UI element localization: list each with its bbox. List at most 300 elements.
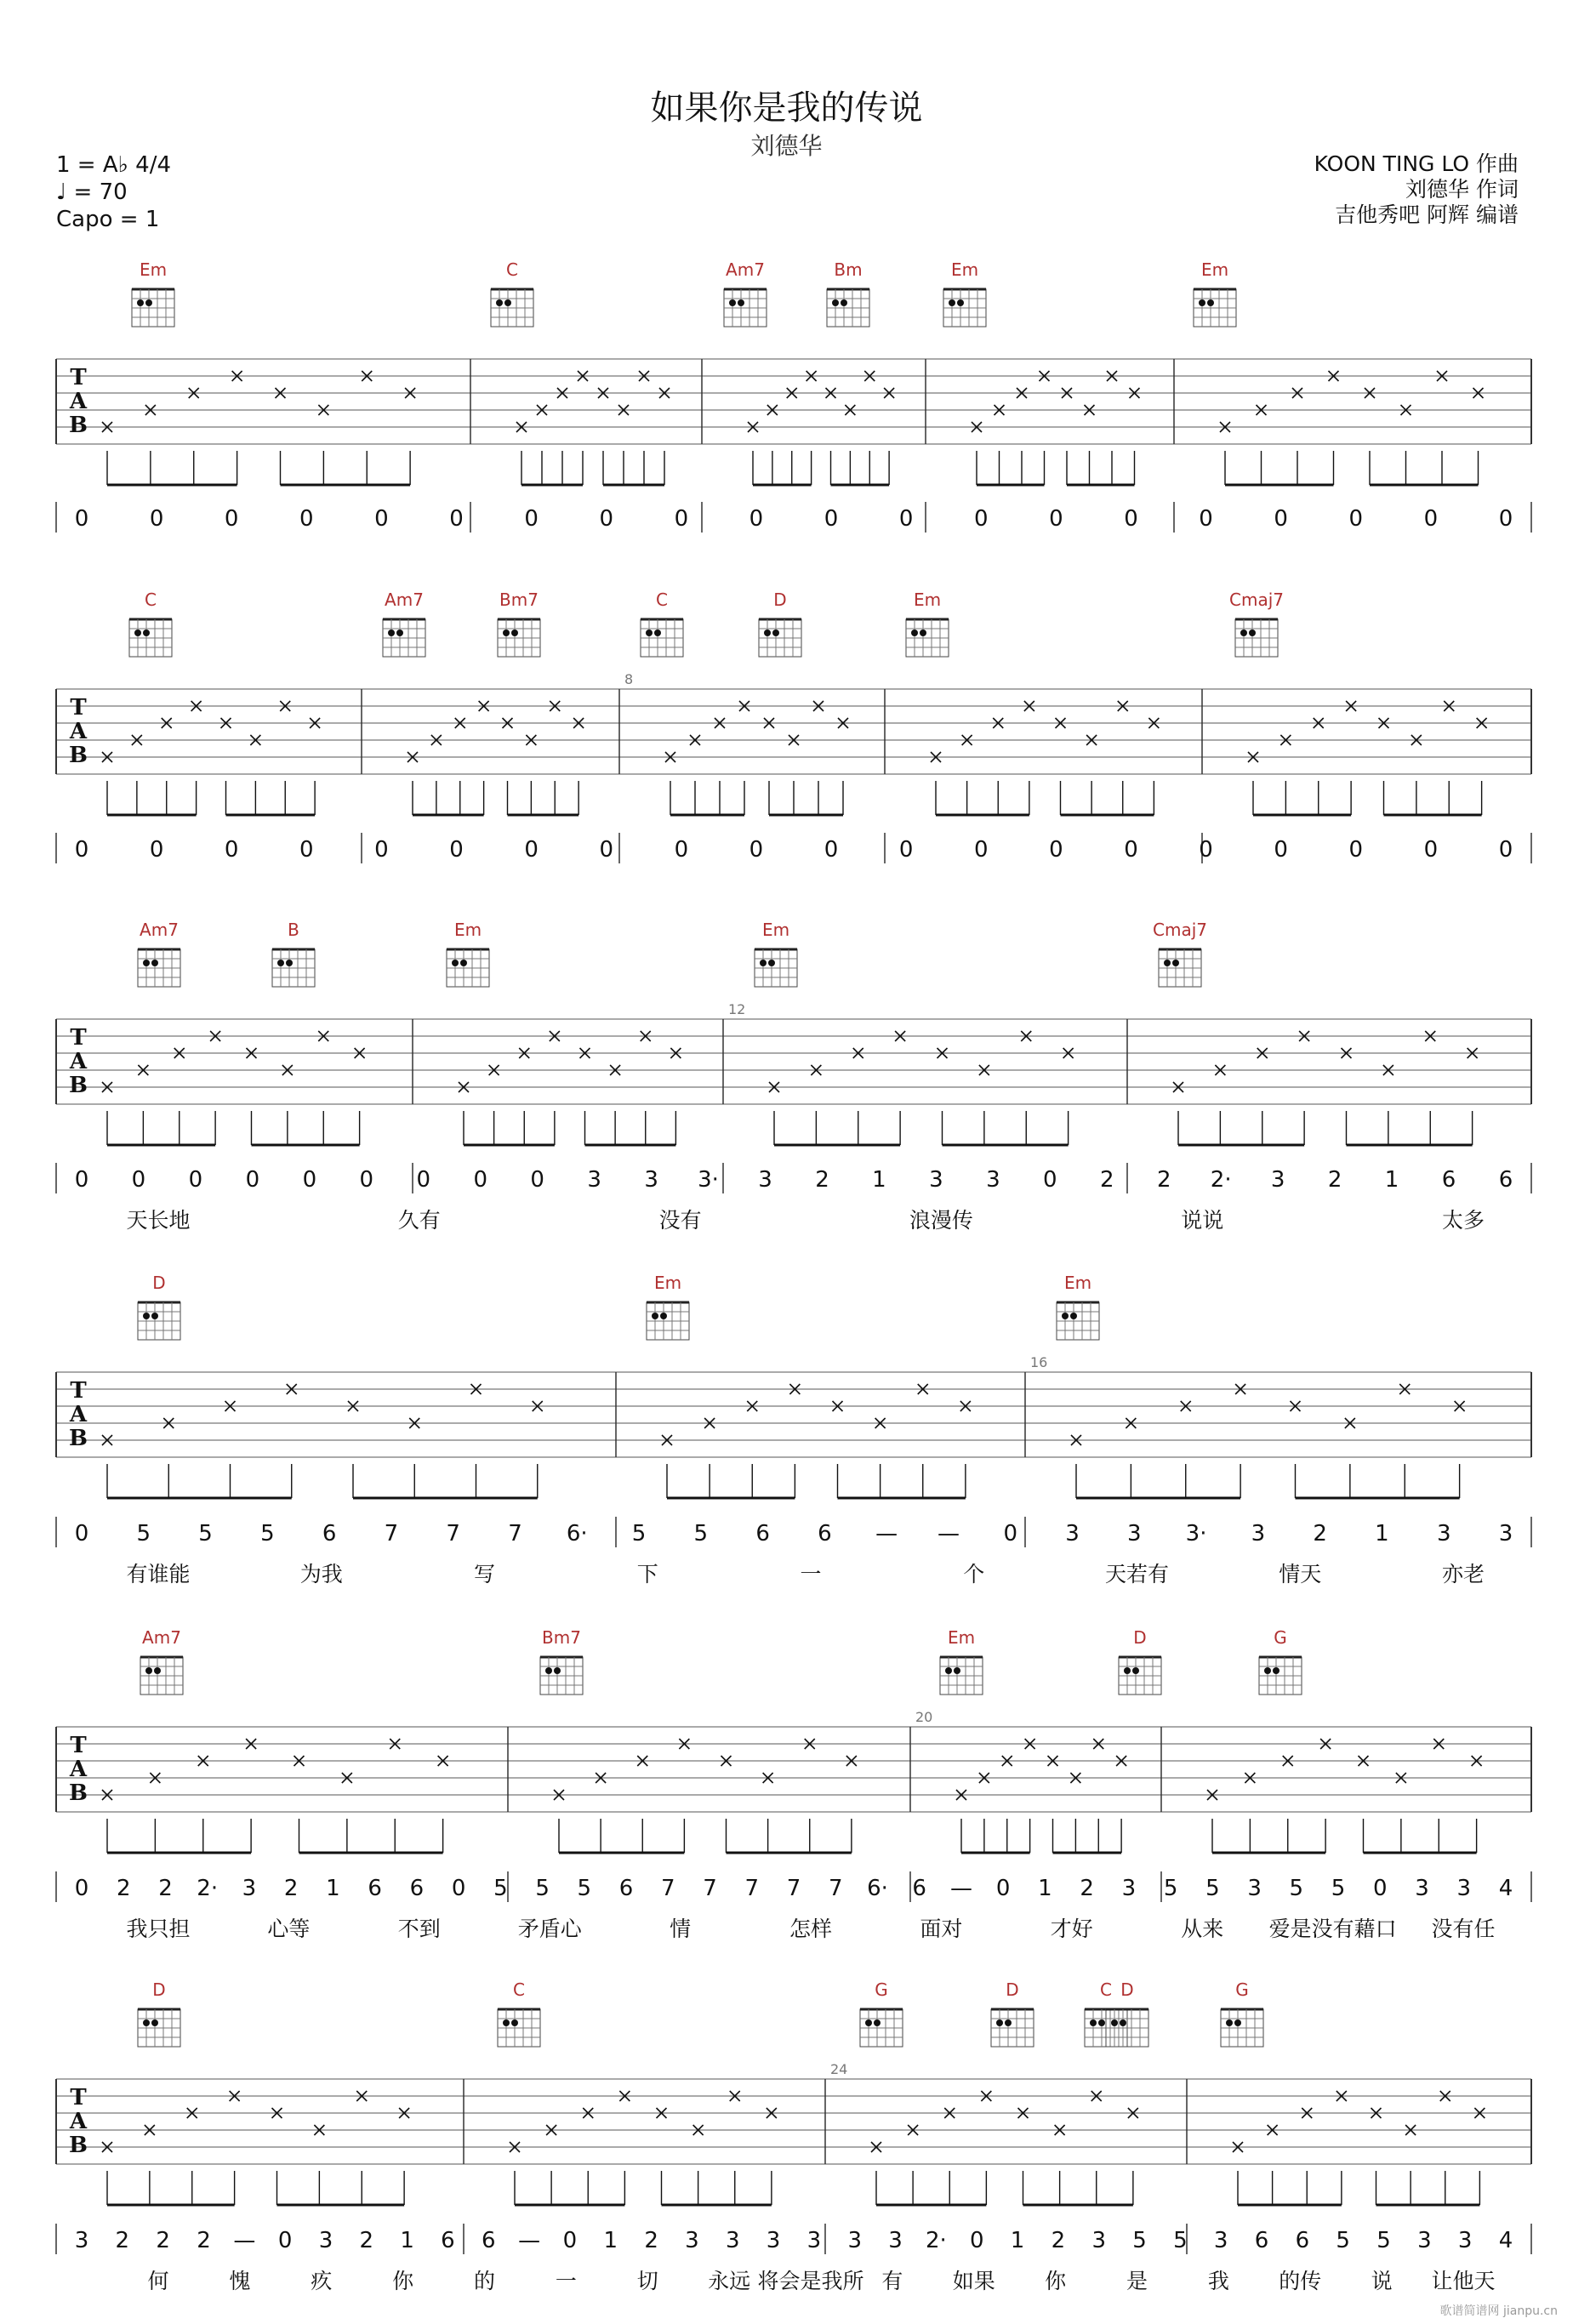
tab-note — [1148, 718, 1159, 815]
tab-clef-b: B — [69, 2133, 88, 2158]
chord-name: Em — [947, 1627, 976, 1648]
tab-note — [546, 2125, 556, 2205]
measure-number: 12 — [728, 1001, 746, 1017]
jianpu-line — [75, 1876, 1513, 1901]
jianpu-note: 0 — [74, 1521, 89, 1546]
chord-name: Am7 — [726, 259, 765, 280]
jianpu-note: 3 — [1127, 1521, 1142, 1546]
chord-dot — [151, 1313, 158, 1319]
tab-note — [789, 735, 799, 815]
tab-note — [1215, 1065, 1225, 1145]
tab-note — [280, 701, 290, 815]
tab-note — [1021, 1031, 1031, 1145]
lyric-text: 久有 — [397, 1208, 441, 1233]
lyric-text: 你 — [1045, 2269, 1067, 2293]
tab-note — [767, 405, 778, 485]
tab-note — [1118, 701, 1128, 815]
chord-dot — [151, 2019, 158, 2026]
tab-note — [409, 1418, 419, 1498]
jianpu-line — [75, 506, 1513, 532]
chord-diagram — [860, 1979, 903, 2047]
tab-note — [102, 1790, 112, 1853]
chord-dot — [957, 299, 964, 306]
jianpu-note: 6 — [1498, 1167, 1513, 1193]
jianpu-note: 2 — [1080, 1876, 1094, 1901]
tab-note — [639, 371, 649, 485]
jianpu-note: 0 — [149, 837, 164, 863]
chord-name: D — [1006, 1979, 1019, 2000]
chord-dot — [460, 960, 467, 966]
jianpu-note: 1 — [872, 1167, 886, 1193]
chord-dot — [151, 960, 158, 966]
chord-dot — [1172, 960, 1179, 966]
jianpu-note: 6 — [368, 1876, 382, 1901]
lyric-text: 切 — [636, 2269, 658, 2293]
chord-dot — [646, 629, 653, 636]
tab-clef-b: B — [69, 743, 88, 768]
jianpu-note: 3 — [1436, 1521, 1451, 1546]
jianpu-note: 2 — [359, 2228, 374, 2253]
jianpu-note: 5 — [1205, 1876, 1220, 1901]
chord-dot — [503, 2019, 510, 2026]
chord-diagram — [138, 1979, 180, 2047]
measure-number: 24 — [830, 2061, 848, 2077]
lyric-text: 有 — [881, 2269, 903, 2293]
jianpu-note: 1 — [603, 2228, 618, 2253]
tab-clef-b: B — [69, 1073, 88, 1098]
tab-note — [1207, 1790, 1217, 1853]
tab-note — [693, 2125, 704, 2205]
jianpu-note: 3 — [806, 2228, 822, 2253]
jianpu-note: 0 — [188, 1167, 203, 1193]
lyric-text: 为我 — [299, 1562, 343, 1586]
chord-dot — [841, 299, 847, 306]
tab-note — [102, 752, 112, 815]
jianpu-note: 1 — [1375, 1521, 1389, 1546]
tab-note — [318, 405, 328, 485]
tab-note — [1085, 405, 1095, 485]
jianpu-note: 0 — [1274, 837, 1288, 863]
lyric-text: 是 — [1126, 2269, 1148, 2293]
chord-name: C — [506, 259, 518, 280]
lyric-text: 爱是没有藉口 — [1268, 1917, 1397, 1941]
jianpu-note: 0 — [524, 506, 539, 532]
tab-note — [931, 752, 941, 815]
lyric-text: 有谁能 — [126, 1562, 191, 1586]
tab-note — [580, 1048, 590, 1145]
tab-note — [641, 1031, 651, 1145]
tab-note — [1018, 2108, 1029, 2205]
tab-note — [1437, 371, 1447, 485]
lyric-text: 没有任 — [1431, 1917, 1496, 1941]
tab-note — [145, 2125, 155, 2205]
chord-name: Am7 — [140, 920, 179, 940]
tab-note — [1055, 2125, 1065, 2205]
chord-diagram — [647, 1273, 689, 1340]
chord-diagram — [383, 590, 425, 657]
tab-clef — [69, 2085, 88, 2158]
tab-note — [979, 1773, 989, 1853]
tab-note — [355, 1048, 365, 1145]
tab-note — [102, 2142, 112, 2205]
chord-dot — [154, 1667, 161, 1674]
jianpu-note: 0 — [1043, 1167, 1057, 1193]
tab-note — [272, 2108, 282, 2205]
chord-diagram — [1221, 1979, 1263, 2047]
tab-note — [960, 1401, 971, 1498]
tab-clef-t: T — [70, 2085, 87, 2110]
tab-note — [225, 1401, 236, 1498]
tab-note — [550, 701, 560, 815]
tab-note — [102, 1082, 112, 1145]
jianpu-note: 0 — [277, 2228, 293, 2253]
chord-dot — [954, 1667, 960, 1674]
tab-note — [748, 422, 758, 485]
tab-note — [1220, 422, 1230, 485]
tab-note — [895, 1031, 905, 1145]
tab-note — [479, 701, 489, 815]
tab-clef-a: A — [69, 389, 88, 414]
tab-note — [813, 701, 824, 815]
chord-dot — [1264, 1667, 1271, 1674]
chord-diagram — [447, 920, 489, 987]
tab-note — [1302, 2108, 1312, 2205]
jianpu-note: 0 — [1049, 837, 1063, 863]
chord-diagram — [1119, 1627, 1161, 1695]
chord-name: Bm7 — [542, 1627, 581, 1648]
tab-note — [557, 388, 567, 485]
jianpu-note: 5 — [1173, 2228, 1188, 2253]
tab-note — [162, 718, 172, 815]
chord-dot — [1273, 1667, 1279, 1674]
chord-name: Em — [950, 259, 979, 280]
jianpu-note: 0 — [74, 1876, 89, 1901]
chord-dot — [911, 629, 918, 636]
tab-note — [163, 1418, 174, 1498]
chord-diagram — [906, 590, 949, 657]
tab-note — [1291, 1401, 1301, 1498]
tab-note — [102, 422, 112, 485]
tab-note — [1283, 1756, 1293, 1853]
lyricist-credit: 刘德华 作词 — [1405, 177, 1519, 202]
jianpu-note: 5 — [1336, 2228, 1350, 2253]
chord-dot — [496, 299, 503, 306]
tab-note — [598, 388, 608, 485]
tab-note — [1455, 1401, 1465, 1498]
tab-note — [1411, 735, 1422, 815]
tab-note — [1299, 1031, 1309, 1145]
tab-note — [250, 735, 260, 815]
system-2 — [56, 590, 1531, 863]
jianpu-note: 6 — [912, 1876, 926, 1901]
tab-note — [884, 388, 894, 485]
tab-note — [938, 1048, 948, 1145]
chord-name: G — [875, 1979, 888, 2000]
jianpu-note: 3 — [929, 1167, 943, 1193]
chord-dot — [874, 2019, 881, 2026]
chord-name: Em — [913, 590, 942, 610]
chord-diagram — [827, 259, 869, 327]
tab-note — [1257, 1048, 1268, 1145]
tab-note — [438, 1756, 448, 1853]
jianpu-note: 3 — [1456, 1876, 1472, 1901]
jianpu-note: 3 — [1457, 2228, 1473, 2253]
jianpu-note: 0 — [674, 506, 689, 532]
tab-clef-a: A — [69, 1757, 88, 1782]
jianpu-note: 0 — [449, 506, 464, 532]
jianpu-note: 5 — [631, 1521, 647, 1546]
chord-diagram — [940, 1627, 983, 1695]
jianpu-note: 0 — [898, 837, 914, 863]
tab-note — [1002, 1756, 1012, 1853]
tab-note — [1017, 388, 1027, 485]
chord-dot — [1120, 2019, 1126, 2026]
jianpu-note: 2 — [1327, 1167, 1342, 1193]
lyric-text: 情天 — [1279, 1562, 1322, 1586]
system-4 — [56, 1273, 1531, 1586]
jianpu-note: 5 — [198, 1521, 213, 1546]
lyric-text: 从来 — [1181, 1917, 1224, 1941]
tab-note — [573, 718, 584, 815]
jianpu-note: 1 — [1038, 1876, 1052, 1901]
tab-note — [187, 2108, 197, 2205]
tab-note — [519, 1048, 529, 1145]
jianpu-note: 0 — [224, 506, 239, 532]
jianpu-note: 2 — [283, 1876, 299, 1901]
chord-diagram — [129, 590, 172, 657]
jianpu-note: 0 — [1124, 506, 1138, 532]
tab-note — [310, 718, 320, 815]
jianpu-note: 0 — [599, 506, 614, 532]
tab-note — [944, 2108, 955, 2205]
tab-note — [1371, 2108, 1382, 2205]
tab-note — [138, 1065, 148, 1145]
chord-name: C — [513, 1979, 525, 2000]
chord-name: Em — [139, 259, 168, 280]
jianpu-note: 4 — [1498, 1876, 1513, 1901]
jianpu-note: 1 — [326, 1876, 340, 1901]
jianpu-note: 2 — [197, 2228, 211, 2253]
jianpu-note: 0 — [131, 1167, 146, 1193]
jianpu-note: 0 — [451, 1876, 466, 1901]
system-6 — [56, 1979, 1531, 2293]
chord-dot — [1070, 1313, 1077, 1319]
jianpu-note: 0 — [473, 1167, 487, 1193]
chord-dot — [920, 629, 926, 636]
jianpu-note: 5 — [577, 1876, 592, 1901]
tab-note — [979, 1065, 989, 1145]
jianpu-note: 0 — [449, 837, 464, 863]
jianpu-note: 0 — [359, 1167, 374, 1193]
chord-diagram — [724, 259, 767, 327]
jianpu-note: 7 — [661, 1876, 675, 1901]
tab-note — [1477, 718, 1487, 815]
jianpu-line — [75, 1521, 1513, 1546]
tab-note — [1257, 405, 1267, 485]
tab-note — [1048, 1756, 1058, 1853]
jianpu-note: 5 — [1132, 2228, 1147, 2253]
lyric-text: 下 — [636, 1562, 658, 1586]
lyric-text: 心等 — [267, 1917, 311, 1941]
tab-note — [1468, 1048, 1478, 1145]
tab-note — [769, 1082, 779, 1145]
chord-dot — [1240, 629, 1247, 636]
jianpu-note: 0 — [299, 837, 314, 863]
tab-note — [811, 1065, 821, 1145]
jianpu-note: 0 — [530, 1167, 544, 1193]
jianpu-note: 3 — [1415, 1876, 1429, 1901]
jianpu-note: 0 — [299, 506, 314, 532]
tab-note — [763, 1773, 773, 1853]
tab-note — [956, 1790, 966, 1853]
site-footer: 歌谱简谱网 jianpu.cn — [1439, 2304, 1558, 2318]
tab-note — [806, 371, 817, 485]
jianpu-note: 3 — [725, 2228, 740, 2253]
chord-dot — [660, 1313, 667, 1319]
jianpu-note: 3· — [698, 1167, 719, 1193]
lyric-text: 愧 — [229, 2269, 251, 2293]
lyric-text: 面对 — [920, 1917, 963, 1941]
tab-clef-b: B — [69, 1780, 88, 1806]
lyric-text: 个 — [963, 1562, 985, 1586]
chord-dot — [1005, 2019, 1012, 2026]
lyric-text: 如果 — [952, 2269, 995, 2293]
chord-dot — [949, 299, 955, 306]
jianpu-note: 0 — [302, 1167, 317, 1193]
chord-name: Em — [1063, 1273, 1092, 1293]
chord-dot — [1199, 299, 1205, 306]
jianpu-note: 2 — [815, 1167, 829, 1193]
jianpu-note: 0 — [1498, 506, 1513, 532]
lyric-text: 你 — [392, 2269, 414, 2293]
tab-note — [503, 718, 513, 815]
chord-name: Am7 — [142, 1627, 181, 1648]
tab-note — [767, 2108, 777, 2205]
chord-dot — [1132, 1667, 1139, 1674]
tab-note — [908, 2125, 918, 2205]
chord-dot — [1111, 2019, 1118, 2026]
chord-diagram — [140, 1627, 183, 1695]
tab-clef — [69, 1733, 88, 1806]
jianpu-note: — — [518, 2228, 541, 2253]
chord-diagram — [641, 590, 683, 657]
jianpu-note: 3 — [1121, 1876, 1137, 1901]
jianpu-note: 1 — [400, 2228, 414, 2253]
chord-diagram — [991, 1979, 1034, 2047]
jianpu-note: 6 — [1295, 2228, 1310, 2253]
chord-name: C — [656, 590, 668, 610]
chord-dot — [143, 2019, 150, 2026]
jianpu-note: 0 — [749, 506, 764, 532]
tab-note — [1248, 752, 1258, 815]
tab-note — [871, 2142, 881, 2205]
tab-note — [1379, 718, 1389, 815]
jianpu-note: 3 — [766, 2228, 781, 2253]
tab-note — [1091, 2091, 1102, 2205]
arranger-credit: 吉他秀吧 阿辉 编谱 — [1335, 202, 1519, 227]
jianpu-note: 4 — [1498, 2228, 1513, 2253]
tab-note — [221, 718, 231, 815]
jianpu-note: 7 — [786, 1876, 801, 1901]
chord-dot — [865, 2019, 872, 2026]
tab-note — [846, 1756, 857, 1853]
tab-note — [554, 1790, 564, 1853]
jianpu-note: 0 — [374, 837, 389, 863]
jianpu-note: 3 — [587, 1167, 601, 1193]
tab-note — [294, 1756, 305, 1853]
jianpu-note: 0 — [1423, 506, 1439, 532]
chord-dot — [145, 299, 152, 306]
tab-note — [276, 388, 286, 485]
tab-note — [189, 388, 199, 485]
tab-clef-b: B — [69, 1426, 88, 1451]
tab-note — [1173, 1082, 1183, 1145]
chord-dot — [277, 960, 284, 966]
chord-dot — [996, 2019, 1003, 2026]
lyric-text: 矛盾心 — [517, 1917, 582, 1941]
jianpu-note: 6 — [1254, 2228, 1269, 2253]
jianpu-note: 2 — [156, 2228, 170, 2253]
tab-note — [533, 1401, 543, 1498]
tab-note — [150, 1773, 160, 1853]
tab-note — [1320, 1739, 1331, 1853]
chord-name: D — [773, 590, 787, 610]
chord-diagram — [1229, 590, 1284, 657]
jianpu-note: — — [949, 1876, 972, 1901]
chord-dot — [832, 299, 839, 306]
chord-name: B — [288, 920, 299, 940]
tab-note — [1314, 718, 1324, 815]
chord-name: D — [152, 1979, 166, 2000]
jianpu-line — [75, 2228, 1513, 2253]
tab-clef-t: T — [70, 695, 87, 721]
tab-note — [1056, 718, 1066, 815]
lyric-text: 疚 — [311, 2269, 333, 2293]
jianpu-note: 3 — [1417, 2228, 1432, 2253]
jianpu-note: 2 — [1313, 1521, 1327, 1546]
tab-note — [1472, 1756, 1482, 1853]
jianpu-note: 7 — [744, 1876, 760, 1901]
tab-note — [516, 422, 527, 485]
tab-note — [972, 422, 982, 485]
chord-dot — [134, 629, 141, 636]
tab-note — [1181, 1401, 1191, 1498]
tab-note — [764, 718, 774, 815]
tab-note — [455, 718, 465, 815]
chord-name: D — [1133, 1627, 1147, 1648]
jianpu-note: 7 — [384, 1521, 399, 1546]
lyrics-line — [126, 1562, 1485, 1586]
tab-note — [232, 371, 242, 485]
tab-note — [670, 1048, 681, 1145]
chord-dot — [554, 1667, 561, 1674]
jianpu-note: 6· — [566, 1521, 588, 1546]
jianpu-note: 2· — [925, 2228, 947, 2253]
lyric-text: 的传 — [1279, 2269, 1322, 2293]
tab-note — [1433, 1739, 1444, 1853]
lyrics-line — [147, 2269, 1495, 2293]
chord-diagram — [1194, 259, 1236, 327]
tab-note — [132, 735, 142, 815]
chord-dot — [511, 2019, 518, 2026]
jianpu-note: 2 — [1100, 1167, 1114, 1193]
lyric-text: 才好 — [1050, 1917, 1093, 1941]
jianpu-note: 2 — [1051, 2228, 1066, 2253]
jianpu-note: 6 — [1441, 1167, 1456, 1193]
chord-diagram — [943, 259, 986, 327]
tab-clef-a: A — [69, 2109, 88, 2134]
chord-diagram — [138, 1273, 180, 1340]
